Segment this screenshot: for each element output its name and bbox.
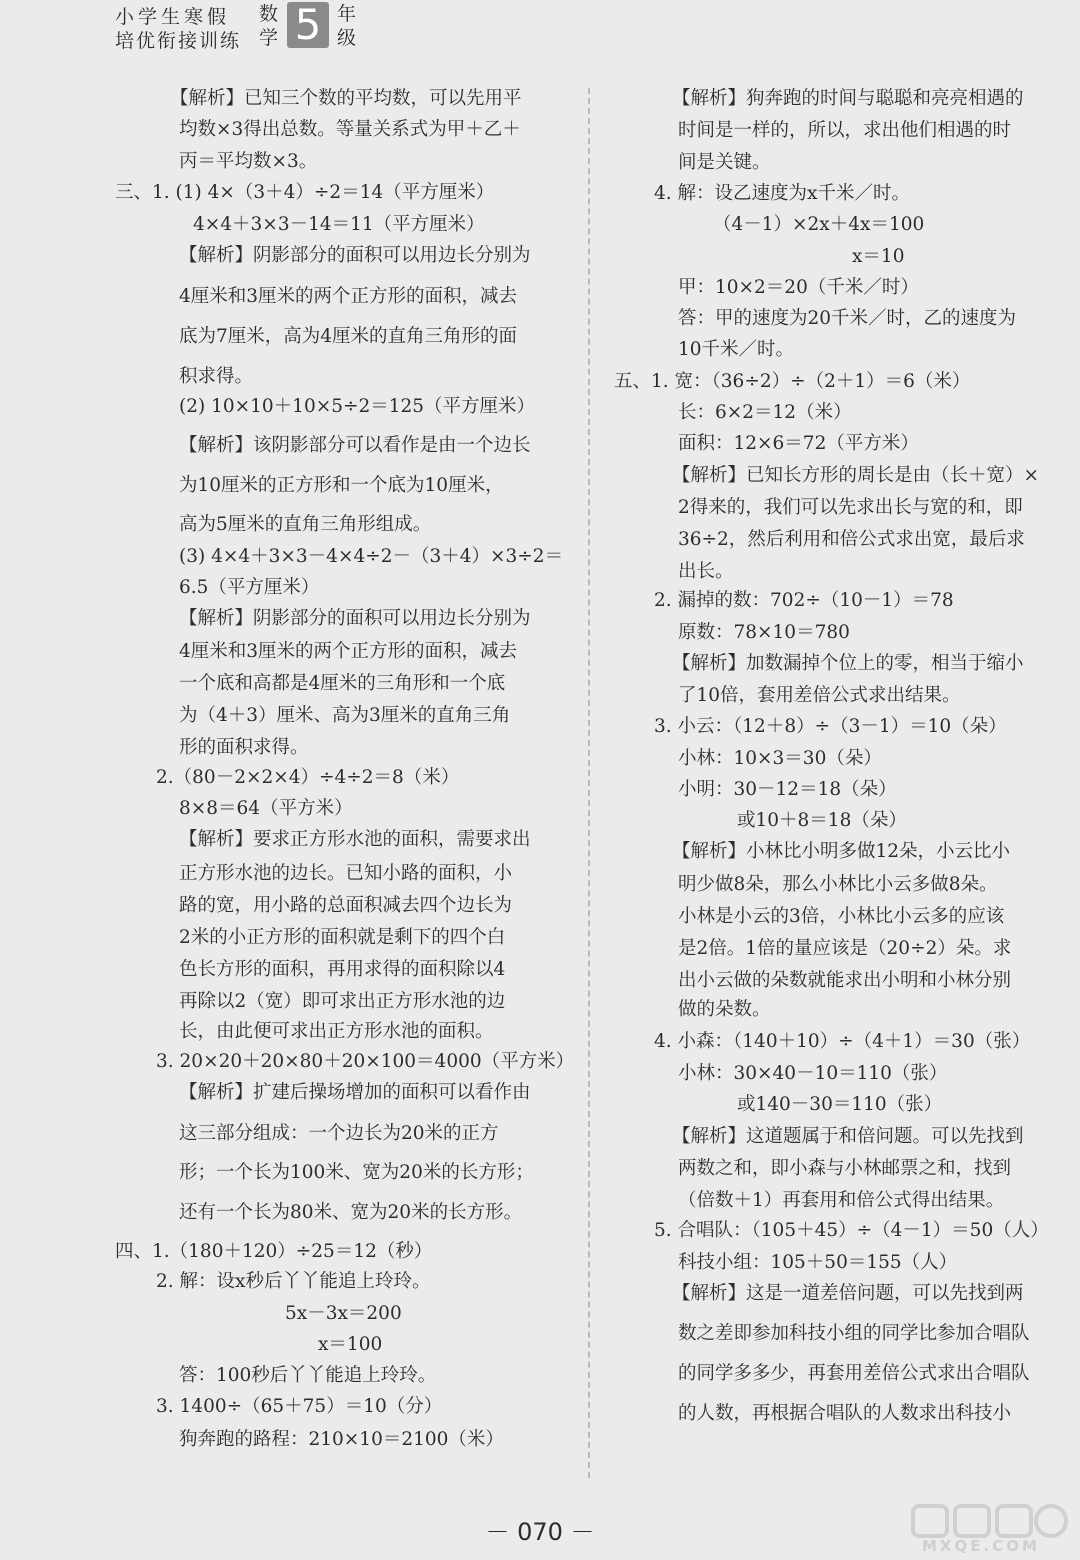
left-line: 【解析】该阴影部分可以看作是由一个边长 (179, 435, 531, 456)
right-line: 或10＋8＝18（朵） (737, 810, 907, 831)
left-line: 狗奔跑的路程：210×10＝2100（米） (179, 1429, 504, 1450)
right-line: 10千米／时。 (678, 339, 795, 360)
right-line: 原数：78×10＝780 (678, 622, 850, 643)
left-line: 再除以2（宽）即可求出正方形水池的边 (179, 991, 506, 1012)
left-line: 形的面积求得。 (179, 737, 309, 758)
right-line: 时间是一样的，所以，求出他们相遇的时 (678, 120, 1012, 141)
left-line: 正方形水池的边长。已知小路的面积，小 (179, 863, 513, 884)
left-line: 为10厘米的正方形和一个底为10厘米， (179, 475, 504, 496)
right-line: 答：甲的速度为20千米／时，乙的速度为 (678, 308, 1017, 329)
watermark-text: MXQE.COM (922, 1537, 1040, 1555)
left-line: (3) 4×4＋3×3－4×4÷2－（3＋4）×3÷2＝ (179, 546, 564, 567)
right-line: 长：6×2＝12（米） (678, 402, 852, 423)
right-line: 36÷2，然后利用和倍公式求出宽，最后求 (678, 529, 1025, 550)
left-line: 【解析】已知三个数的平均数，可以先用平 (170, 88, 522, 109)
header-title-line2: 培优衔接训练 (115, 30, 242, 52)
right-line: 做的朵数。 (678, 999, 771, 1020)
left-line: 还有一个长为80米、宽为20米的长方形。 (179, 1202, 523, 1223)
left-line: 8×8＝64（平方米） (179, 798, 353, 819)
right-line: 或140－30＝110（张） (737, 1094, 943, 1115)
left-line: (2) 10×10＋10×5÷2＝125（平方厘米） (179, 396, 536, 417)
left-line: 3. 20×20＋20×80＋20×100＝4000（平方米） (156, 1051, 575, 1072)
right-line: 甲：10×2＝20（千米／时） (678, 277, 919, 298)
left-line: 【解析】阴影部分的面积可以用边长分别为 (179, 608, 531, 629)
left-line: 为（4＋3）厘米、高为3厘米的直角三角 (179, 705, 511, 726)
right-line: 【解析】狗奔跑的时间与聪聪和亮亮相遇的 (672, 88, 1024, 109)
right-line: 【解析】这道题属于和倍问题。可以先找到 (672, 1126, 1024, 1147)
left-line: 【解析】扩建后操场增加的面积可以看作由 (179, 1082, 531, 1103)
right-line: 面积：12×6＝72（平方米） (678, 433, 919, 454)
right-line: 【解析】这是一道差倍问题，可以先找到两 (672, 1283, 1024, 1304)
right-line: x＝10 (852, 246, 905, 267)
left-line: 形；一个长为100米、宽为20米的长方形； (179, 1162, 534, 1183)
left-line: 答：100秒后丫丫能追上玲玲。 (179, 1365, 437, 1386)
left-line: 4厘米和3厘米的两个正方形的面积，减去 (179, 286, 518, 307)
right-line: 小林：10×3＝30（朵） (678, 748, 882, 769)
right-line: 数之差即参加科技小组的同学比参加合唱队 (678, 1323, 1030, 1344)
left-line: 丙＝平均数×3。 (179, 151, 318, 172)
left-line: 3. 1400÷（65＋75）＝10（分） (156, 1396, 443, 1417)
right-line: （倍数＋1）再套用和倍公式得出结果。 (678, 1190, 1005, 1211)
left-line: 路的宽，用小路的总面积减去四个边长为 (179, 895, 513, 916)
right-line: 明少做8朵，那么小林比小云多做8朵。 (678, 874, 998, 895)
right-line: 2得来的，我们可以先求出长与宽的和，即 (678, 497, 1023, 518)
left-line: 三、1. (1) 4×（3＋4）÷2＝14（平方厘米） (115, 182, 495, 203)
right-line: 间是关键。 (678, 152, 771, 173)
left-line: 积求得。 (179, 366, 254, 387)
left-line: 高为5厘米的直角三角形组成。 (179, 514, 432, 535)
right-line: 3. 小云：（12＋8）÷（3－1）＝10（朵） (654, 716, 1007, 737)
left-line: 一个底和高都是4厘米的三角形和一个底 (179, 673, 506, 694)
left-line: 2.（80－2×2×4）÷4÷2＝8（米） (156, 767, 460, 788)
header-grade-badge: 5 (287, 2, 329, 48)
left-line: 5x－3x＝200 (285, 1303, 402, 1324)
right-line: 五、1. 宽：（36÷2）÷（2＋1）＝6（米） (614, 371, 971, 392)
right-line: 【解析】加数漏掉个位上的零，相当于缩小 (672, 653, 1024, 674)
header-subject: 数学 (259, 3, 279, 49)
left-line: 均数×3得出总数。等量关系式为甲＋乙＋ (179, 119, 521, 140)
right-line: 4. 解：设乙速度为x千米／时。 (654, 183, 910, 204)
header-title-line1: 小学生寒假 (115, 6, 231, 28)
left-line: 6.5（平方厘米） (179, 577, 320, 598)
right-line: 是2倍。1倍的量应该是（20÷2）朵。求 (678, 938, 1012, 959)
right-line: 了10倍，套用差倍公式求出结果。 (678, 685, 961, 706)
right-line: 科技小组：105＋50＝155（人） (678, 1252, 958, 1273)
left-line: 【解析】要求正方形水池的面积，需要求出 (179, 829, 531, 850)
right-line: 【解析】已知长方形的周长是由（长＋宽）× (672, 465, 1040, 486)
left-line: 4×4＋3×3－14＝11（平方厘米） (193, 214, 485, 235)
right-line: 出长。 (678, 561, 734, 582)
left-line: 这三部分组成：一个边长为20米的正方 (179, 1123, 499, 1144)
left-line: x＝100 (318, 1334, 383, 1355)
left-line: 4厘米和3厘米的两个正方形的面积，减去 (179, 641, 518, 662)
right-line: 【解析】小林比小明多做12朵，小云比小 (672, 841, 1011, 862)
left-line: 【解析】阴影部分的面积可以用边长分别为 (179, 245, 531, 266)
header-grade-suffix: 年级 (337, 3, 357, 49)
left-line: 四、1.（180＋120）÷25＝12（秒） (115, 1241, 433, 1262)
right-line: 4. 小森：（140＋10）÷（4＋1）＝30（张） (654, 1031, 1031, 1052)
right-line: 小林是小云的3倍，小林比小云多的应该 (678, 906, 1005, 927)
right-line: 的人数，再根据合唱队的人数求出科技小 (678, 1403, 1012, 1424)
right-line: 小明：30－12＝18（朵） (678, 779, 897, 800)
right-line: 出小云做的朵数就能求出小明和小林分别 (678, 970, 1012, 991)
column-divider (588, 88, 590, 1478)
right-line: 小林：30×40－10＝110（张） (678, 1063, 948, 1084)
left-line: 长，由此便可求出正方形水池的面积。 (179, 1021, 494, 1042)
right-line: 2. 漏掉的数：702÷（10－1）＝78 (654, 590, 954, 611)
left-line: 2米的小正方形的面积就是剩下的四个白 (179, 927, 506, 948)
right-line: 5. 合唱队：（105＋45）÷（4－1）＝50（人） (654, 1220, 1049, 1241)
right-line: 两数之和，即小森与小林邮票之和，找到 (678, 1158, 1012, 1179)
right-line: 的同学多多少，再套用差倍公式求出合唱队 (678, 1363, 1030, 1384)
left-line: 底为7厘米，高为4厘米的直角三角形的面 (179, 326, 518, 347)
left-line: 2. 解：设x秒后丫丫能追上玲玲。 (156, 1271, 431, 1292)
right-line: （4－1）×2x＋4x＝100 (713, 214, 925, 235)
left-line: 色长方形的面积，再用求得的面积除以4 (179, 959, 506, 980)
page-number: － 070 － (485, 1518, 595, 1546)
